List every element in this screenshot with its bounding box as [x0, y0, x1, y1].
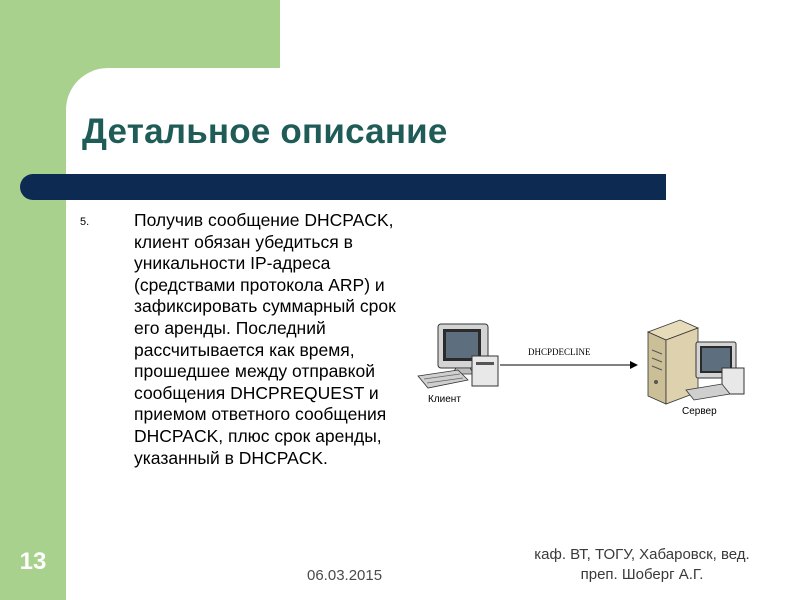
message-label: DHCPDECLINE: [528, 347, 591, 357]
title-underline-bar: [20, 174, 666, 200]
body-text: Получив сообщение DHCPACK, клиент обязан убедиться в уникальности IP-адреса (средствами протокола ARP) и зафиксировать суммарный срок его аренды. Последний рассчитывается как время, прошедшее между отправкой сообщения DHCPREQUEST и приемом ответного сообщения DHCPACK, плюс срок аренды, указанный в DHCPACK.: [134, 210, 396, 468]
client-label: Клиент: [428, 394, 461, 405]
list-number: 5.: [80, 216, 90, 228]
footer-date: 06.03.2015: [307, 567, 383, 584]
slide-title: Детальное описание: [82, 112, 448, 151]
footer-line-2: преп. Шоберг А.Г.: [580, 566, 704, 583]
footer-credits: [520, 545, 764, 585]
server-label: Сервер: [682, 406, 717, 417]
background-corner: [66, 0, 280, 68]
slide-number: 13: [19, 548, 47, 575]
dhcp-diagram: [400, 312, 760, 422]
client-computer-icon: [418, 324, 498, 388]
message-arrow: [500, 361, 638, 369]
footer-line-1: каф. ВТ, ТОГУ, Хабаровск, вед.: [534, 546, 750, 563]
